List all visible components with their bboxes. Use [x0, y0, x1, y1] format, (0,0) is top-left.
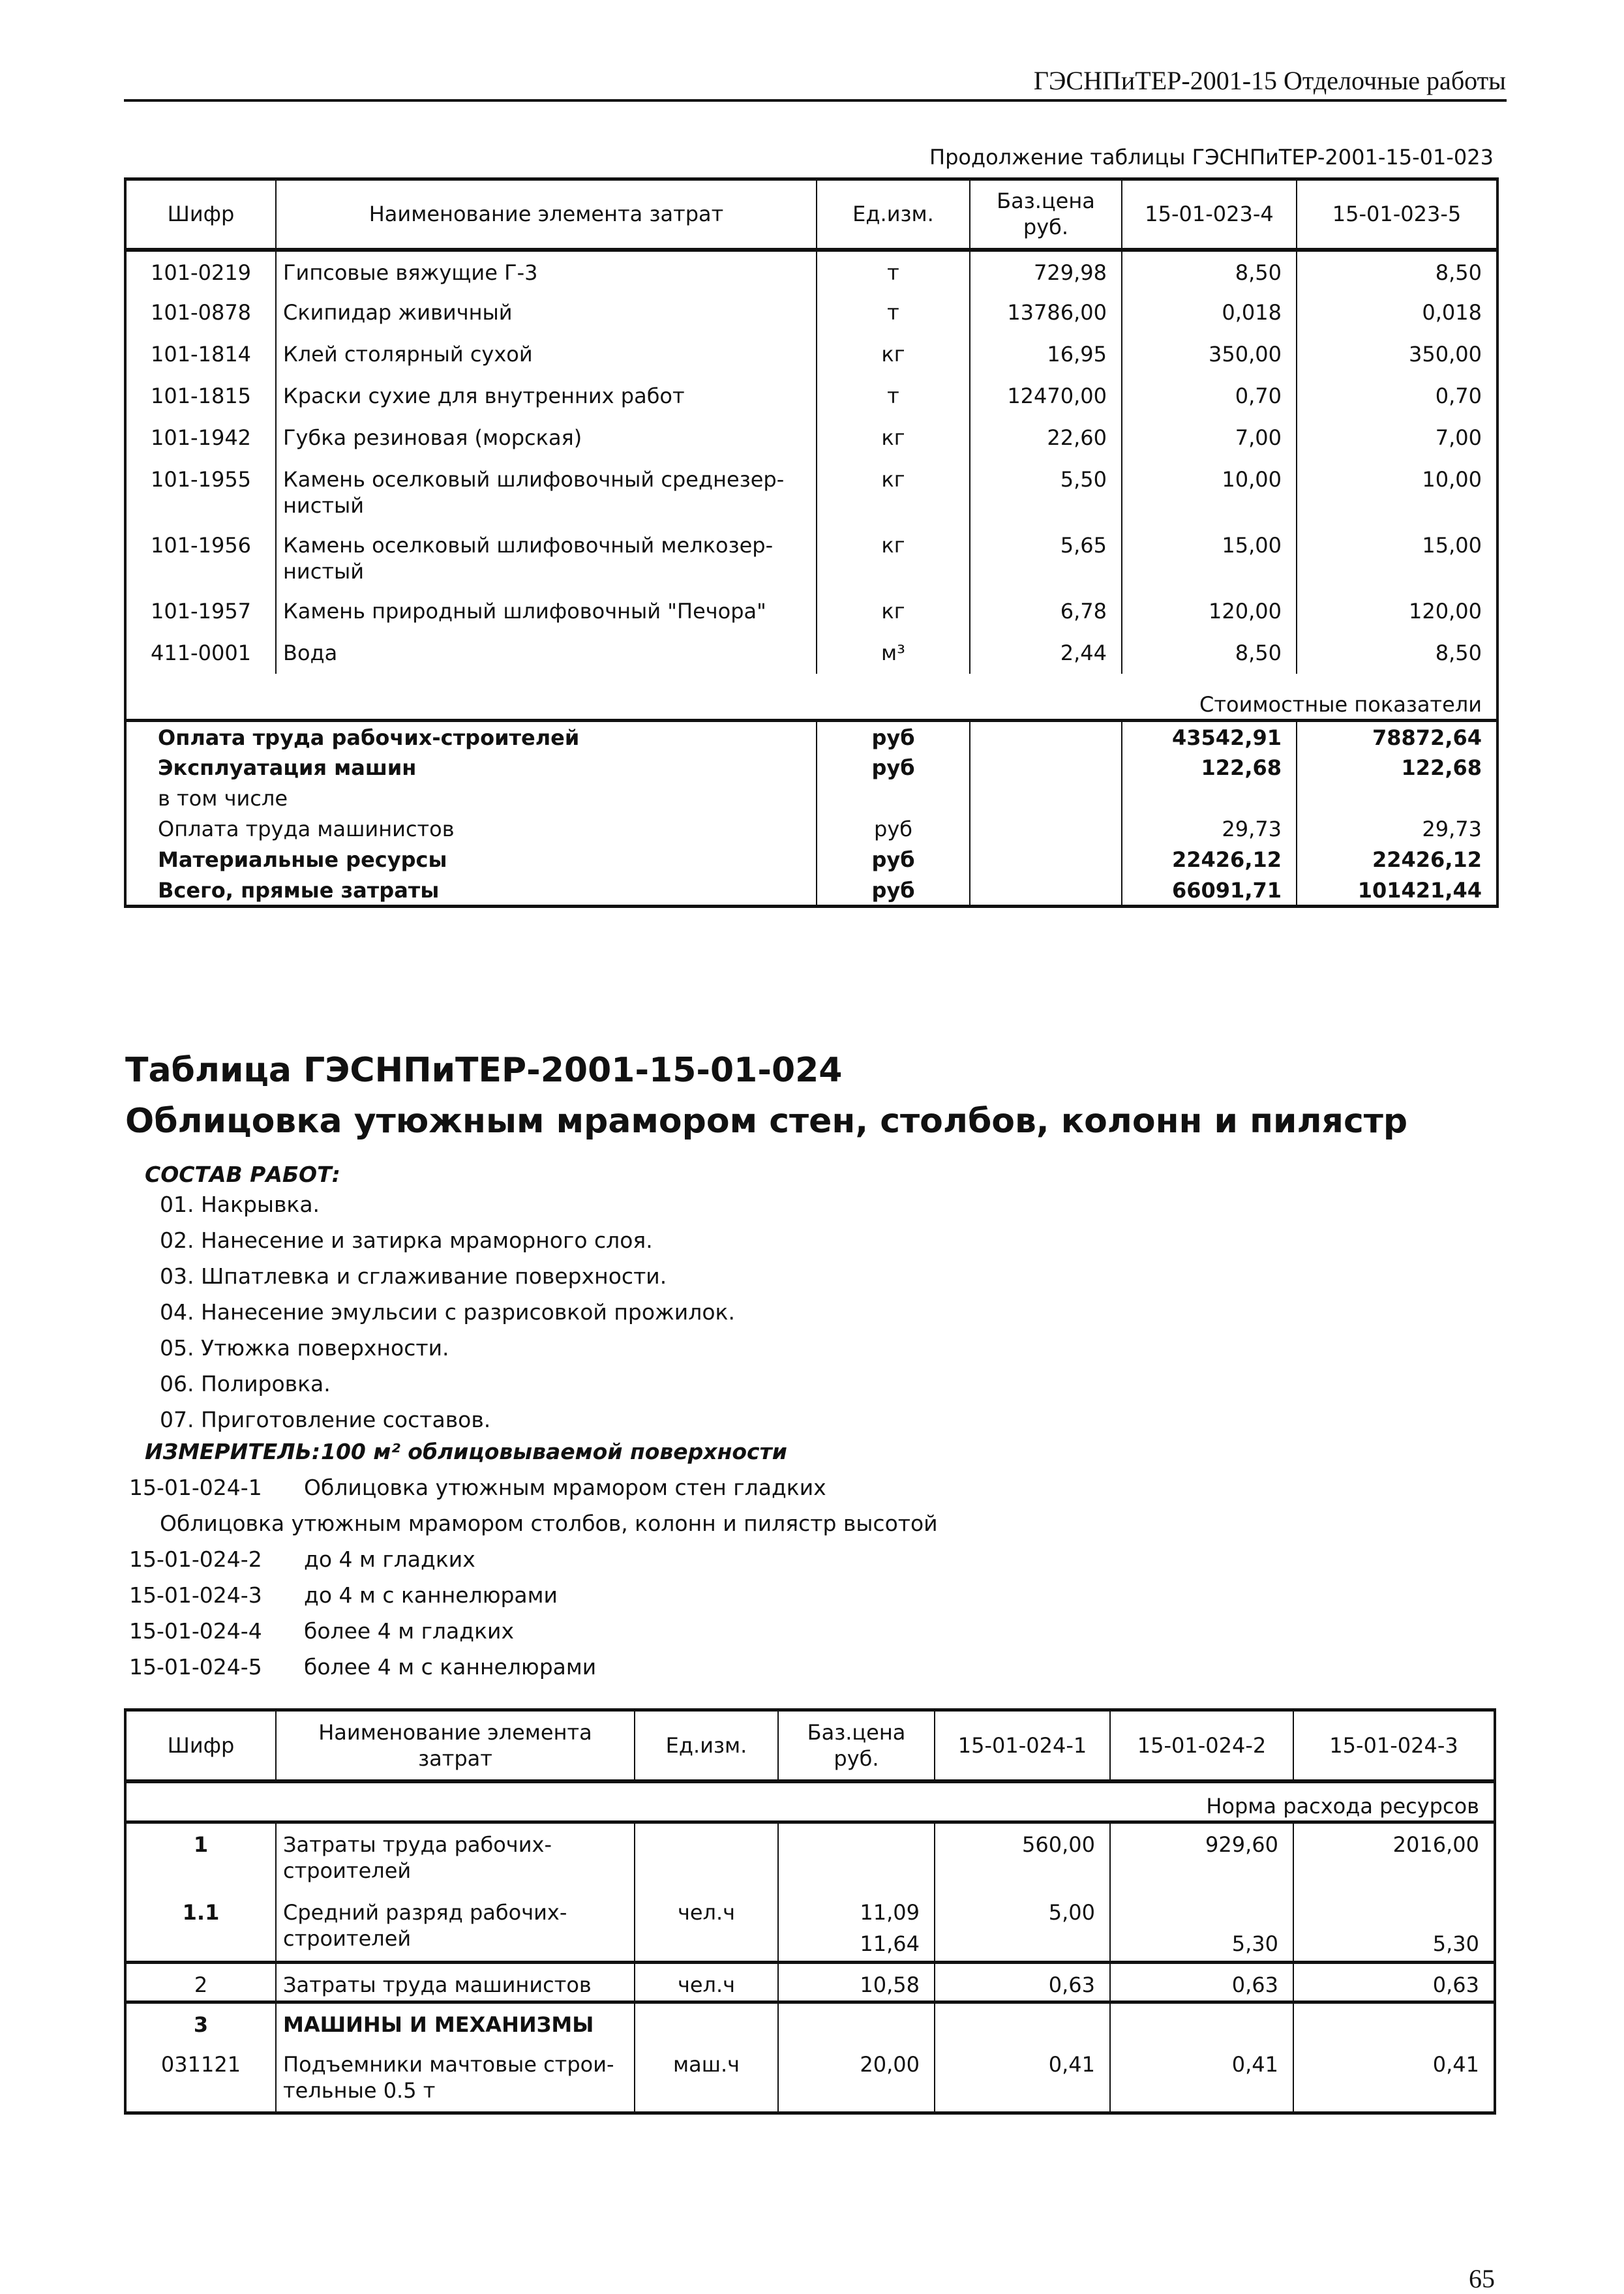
column-header: Баз.цена руб. — [778, 1710, 935, 1781]
value-bottom: 5,30 — [1432, 1931, 1479, 1956]
norm-value: 15,00 — [1297, 524, 1497, 590]
column-header: 15-01-023-4 — [1122, 179, 1297, 250]
column-header: 15-01-024-2 — [1110, 1710, 1293, 1781]
base-price: 22,60 — [970, 417, 1122, 459]
work-item: 04. Нанесение эмульсии с разрисовкой прожилок. — [160, 1299, 735, 1325]
cost-row — [125, 783, 1497, 813]
empty-cell — [935, 2002, 1110, 2044]
work-item: 06. Полировка. — [160, 1371, 331, 1396]
resource-code: 101-0878 — [125, 292, 276, 333]
empty-cell — [1293, 2002, 1495, 2044]
column-header: Ед.изм. — [635, 1710, 778, 1781]
cost-value: 43542,91 — [1122, 721, 1297, 753]
resource-name: Краски сухие для внутренних работ — [276, 375, 817, 417]
resource-name: Камень оселковый шлифовочный среднезер-нистый — [276, 459, 817, 524]
cost-row — [125, 813, 1497, 844]
resource-name: МАШИНЫ И МЕХАНИЗМЫ — [276, 2002, 635, 2044]
base-price: 729,98 — [970, 250, 1122, 292]
norm-text: до 4 м с каннелюрами — [304, 1582, 558, 1608]
norm-code: 15-01-024-2 — [129, 1547, 262, 1572]
base-price: 6,78 — [970, 590, 1122, 632]
unit: маш.ч — [635, 2044, 778, 2113]
table-row — [125, 1892, 1495, 1963]
unit: кг — [817, 417, 970, 459]
resource-name: Гипсовые вяжущие Г-3 — [276, 250, 817, 292]
column-header: Наименование элемента затрат — [276, 179, 817, 250]
table-row — [125, 590, 1497, 632]
resource-table-024 — [124, 1708, 1496, 2115]
column-header: Баз.цена руб. — [970, 179, 1122, 250]
table-title: Таблица ГЭСНПиТЕР-2001-15-01-024 — [125, 1051, 843, 1090]
value-top: 11,09 — [860, 1899, 920, 1925]
cost-value: 101421,44 — [1297, 875, 1497, 907]
table-row — [125, 459, 1497, 524]
unit: кг — [817, 459, 970, 524]
cost-value: 29,73 — [1297, 813, 1497, 844]
cost-label: Эксплуатация машин — [125, 752, 817, 783]
resource-name: Вода — [276, 632, 817, 674]
cost-value: 66091,71 — [1122, 875, 1297, 907]
resource-name: Клей столярный сухой — [276, 333, 817, 375]
norm-value: 0,018 — [1122, 292, 1297, 333]
empty-cell — [778, 2002, 935, 2044]
resource-table-023 — [124, 177, 1499, 908]
empty-cell — [635, 2002, 778, 2044]
base-price — [778, 1822, 935, 1892]
norm-value: 350,00 — [1297, 333, 1497, 375]
empty-cell — [1110, 2002, 1293, 2044]
cost-label: в том числе — [125, 783, 817, 813]
page-number: 65 — [1469, 2264, 1495, 2293]
resource-code: 2 — [125, 1963, 276, 2002]
norm-text: более 4 м гладких — [304, 1618, 514, 1644]
resource-code: 101-1942 — [125, 417, 276, 459]
cost-unit: руб — [817, 844, 970, 875]
cost-row — [125, 844, 1497, 875]
cost-label: Оплата труда рабочих-строителей — [125, 721, 817, 753]
resource-code: 1 — [125, 1822, 276, 1892]
cost-label: Материальные ресурсы — [125, 844, 817, 875]
table-row — [125, 632, 1497, 674]
cost-row — [125, 875, 1497, 907]
cost-value: 78872,64 — [1297, 721, 1497, 753]
table-row — [125, 2044, 1495, 2113]
resource-name: Камень природный шлифовочный "Печора" — [276, 590, 817, 632]
norm-text: до 4 м гладких — [304, 1547, 475, 1572]
norm-value: 0,63 — [935, 1963, 1110, 2002]
norm-code: 15-01-024-5 — [129, 1654, 262, 1680]
table-row — [125, 292, 1497, 333]
base-price: 5,50 — [970, 459, 1122, 524]
norm-code: 15-01-024-3 — [129, 1582, 262, 1608]
cost-empty — [970, 844, 1122, 875]
resource-code: 101-1955 — [125, 459, 276, 524]
work-item: 02. Нанесение и затирка мраморного слоя. — [160, 1228, 653, 1253]
norm-value: 0,41 — [1110, 2044, 1293, 2113]
table-row — [125, 1822, 1495, 1892]
work-item: 01. Накрывка. — [160, 1192, 320, 1217]
split-wrap — [785, 1899, 920, 1957]
resource-name: Средний разряд рабочих-строителей — [276, 1892, 635, 1963]
norm-value: 2016,00 — [1293, 1822, 1495, 1892]
resource-code: 101-0219 — [125, 250, 276, 292]
work-item: 07. Приготовление составов. — [160, 1407, 491, 1432]
base-price: 20,00 — [778, 2044, 935, 2113]
split-wrap — [1301, 1899, 1479, 1957]
cost-unit: руб — [817, 721, 970, 753]
unit: кг — [817, 524, 970, 590]
norm-value: 0,018 — [1297, 292, 1497, 333]
norm-value: 8,50 — [1122, 250, 1297, 292]
column-header: Шифр — [125, 1710, 276, 1781]
resource-code: 101-1957 — [125, 590, 276, 632]
section-label-row — [125, 1781, 1495, 1822]
table-row — [125, 333, 1497, 375]
section-label: Норма расхода ресурсов — [125, 1781, 1495, 1822]
meter-label: ИЗМЕРИТЕЛЬ: — [145, 1439, 321, 1464]
section-title — [125, 1045, 1407, 1147]
norm-value: 929,60 — [1110, 1822, 1293, 1892]
resource-code: 1.1 — [125, 1892, 276, 1963]
split-cell — [778, 1892, 935, 1963]
table-row — [125, 417, 1497, 459]
table-row — [125, 524, 1497, 590]
base-price: 13786,00 — [970, 292, 1122, 333]
unit: т — [817, 375, 970, 417]
norm-value: 350,00 — [1122, 333, 1297, 375]
resource-code: 101-1814 — [125, 333, 276, 375]
table-row — [125, 250, 1497, 292]
resource-name: Затраты труда рабочих-строителей — [276, 1822, 635, 1892]
unit: чел.ч — [635, 1963, 778, 2002]
cost-row — [125, 752, 1497, 783]
cost-unit: руб — [817, 752, 970, 783]
norm-value: 0,41 — [1293, 2044, 1495, 2113]
table-subtitle: Облицовка утюжным мрамором стен, столбов, колонн и пилястр — [125, 1102, 1408, 1141]
norm-value: 15,00 — [1122, 524, 1297, 590]
cost-value — [1122, 783, 1297, 813]
resource-name: Затраты труда машинистов — [276, 1963, 635, 2002]
split-cell — [1110, 1892, 1293, 1963]
column-header: 15-01-023-5 — [1297, 179, 1497, 250]
norm-code: 15-01-024-1 — [129, 1475, 262, 1500]
unit: чел.ч — [635, 1892, 778, 1963]
table-header-row — [125, 179, 1497, 250]
norm-code: 15-01-024-4 — [129, 1618, 262, 1644]
meter-value: 100 м² облицовываемой поверхности — [321, 1439, 787, 1464]
cost-empty — [970, 813, 1122, 844]
table-row — [125, 375, 1497, 417]
base-price: 12470,00 — [970, 375, 1122, 417]
section-label: Стоимостные показатели — [125, 674, 1497, 721]
norm-value: 10,00 — [1122, 459, 1297, 524]
cost-empty — [970, 875, 1122, 907]
work-item: 05. Утюжка поверхности. — [160, 1335, 449, 1361]
norm-value: 560,00 — [935, 1822, 1110, 1892]
norm-value: 8,50 — [1122, 632, 1297, 674]
work-item: 03. Шпатлевка и сглаживание поверхности. — [160, 1263, 667, 1289]
table-row — [125, 2002, 1495, 2044]
norm-text: Облицовка утюжным мрамором стен гладких — [304, 1475, 826, 1500]
works-heading: СОСТАВ РАБОТ: — [145, 1162, 340, 1187]
cost-label: Всего, прямые затраты — [125, 875, 817, 907]
norm-value: 8,50 — [1297, 250, 1497, 292]
cost-label: Оплата труда машинистов — [125, 813, 817, 844]
unit: м³ — [817, 632, 970, 674]
base-price: 5,65 — [970, 524, 1122, 590]
norm-value: 0,63 — [1293, 1963, 1495, 2002]
norm-value: 7,00 — [1122, 417, 1297, 459]
cost-empty — [970, 721, 1122, 753]
cost-empty — [970, 752, 1122, 783]
running-header: ГЭСНПиТЕР-2001-15 Отделочные работы — [1033, 66, 1506, 95]
cost-value: 22426,12 — [1122, 844, 1297, 875]
norm-value: 120,00 — [1122, 590, 1297, 632]
norm-text: более 4 м с каннелюрами — [304, 1654, 597, 1680]
cost-value: 29,73 — [1122, 813, 1297, 844]
norm-value: 120,00 — [1297, 590, 1497, 632]
column-header: Шифр — [125, 179, 276, 250]
value-bottom: 5,30 — [1231, 1931, 1278, 1956]
norm-value: 0,70 — [1297, 375, 1497, 417]
unit: т — [817, 292, 970, 333]
value-bottom: 11,64 — [860, 1931, 920, 1956]
cost-unit — [817, 783, 970, 813]
table-header-row — [125, 1710, 1495, 1781]
resource-code: 101-1956 — [125, 524, 276, 590]
resource-name: Скипидар живичный — [276, 292, 817, 333]
cost-value: 122,68 — [1297, 752, 1497, 783]
split-cell — [1293, 1892, 1495, 1963]
norm-value: 0,41 — [935, 2044, 1110, 2113]
table-row — [125, 1963, 1495, 2002]
split-wrap — [1117, 1899, 1278, 1957]
section-label-row — [125, 674, 1497, 721]
header-divider — [124, 99, 1507, 102]
norm-value: 0,63 — [1110, 1963, 1293, 2002]
table-continuation-caption: Продолжение таблицы ГЭСНПиТЕР-2001-15-01-023 — [929, 145, 1494, 170]
split-cell — [935, 1892, 1110, 1963]
resource-name: Камень оселковый шлифовочный мелкозер-нистый — [276, 524, 817, 590]
norm-value: 8,50 — [1297, 632, 1497, 674]
base-price: 16,95 — [970, 333, 1122, 375]
resource-name: Подъемники мачтовые строи-тельные 0.5 т — [276, 2044, 635, 2113]
resource-code: 101-1815 — [125, 375, 276, 417]
column-header: Ед.изм. — [817, 179, 970, 250]
unit: кг — [817, 590, 970, 632]
base-price: 2,44 — [970, 632, 1122, 674]
norm-value: 7,00 — [1297, 417, 1497, 459]
norm-group-text: Облицовка утюжным мрамором столбов, колонн и пилястр высотой — [160, 1511, 938, 1536]
norm-value: 10,00 — [1297, 459, 1497, 524]
cost-unit: руб — [817, 813, 970, 844]
column-header: 15-01-024-3 — [1293, 1710, 1495, 1781]
resource-code: 3 — [125, 2002, 276, 2044]
split-wrap — [942, 1899, 1095, 1957]
base-price: 10,58 — [778, 1963, 935, 2002]
cost-row — [125, 721, 1497, 753]
norm-value: 0,70 — [1122, 375, 1297, 417]
cost-unit: руб — [817, 875, 970, 907]
resource-code: 411-0001 — [125, 632, 276, 674]
resource-name: Губка резиновая (морская) — [276, 417, 817, 459]
column-header: 15-01-024-1 — [935, 1710, 1110, 1781]
value-top: 5,00 — [1048, 1899, 1095, 1925]
column-header: Наименование элемента затрат — [276, 1710, 635, 1781]
unit: кг — [817, 333, 970, 375]
cost-value: 122,68 — [1122, 752, 1297, 783]
unit: т — [817, 250, 970, 292]
unit — [635, 1822, 778, 1892]
cost-value: 22426,12 — [1297, 844, 1497, 875]
cost-value — [1297, 783, 1497, 813]
cost-empty — [970, 783, 1122, 813]
resource-code: 031121 — [125, 2044, 276, 2113]
